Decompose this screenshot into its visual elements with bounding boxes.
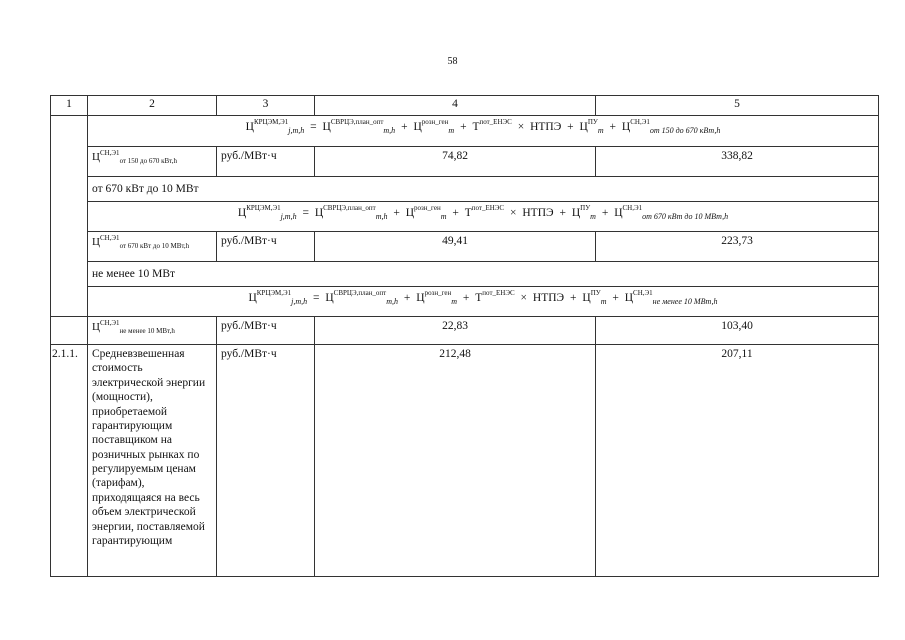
- value-col4-row1: 74,82: [315, 147, 596, 177]
- value-col4-row3: 22,83: [315, 317, 596, 345]
- empty-number-cell: [51, 116, 88, 317]
- item-description: Средневзвешенная стоимость электрической энергии (мощности), приобретаемой гарантирующим поставщиком на розничных рынках по регулируемым ценам (тарифам), приходящаяся на весь объем электрической энергии, поставляемой гарантирующим: [88, 345, 217, 577]
- item-unit: руб./МВт·ч: [217, 345, 315, 577]
- unit-cell-1: руб./МВт·ч: [217, 147, 315, 177]
- value-col5-row3: 103,40: [596, 317, 879, 345]
- symbol-cell-3: $Ц^{СН,Э1}_{не менее 10 МВт,h}$: [88, 317, 217, 345]
- tariff-table: [50, 95, 879, 577]
- symbol-cell-1: $Ц^{СН,Э1}_{от 150 до 670 кВт,h}$: [88, 147, 217, 177]
- formula-row-2: [51, 202, 879, 232]
- formula-row-1: [51, 116, 879, 147]
- range-label-row-3: [51, 262, 879, 287]
- header-col-1: 1: [51, 96, 88, 116]
- range-label-3: не менее 10 МВт: [88, 262, 879, 287]
- value-col5-row1: 338,82: [596, 147, 879, 177]
- formula-row-3: [51, 287, 879, 317]
- formula-1: $Ц^{КРЦЭМ,Э1}_{j,m,h} = Ц^{СВРЦЭ,план\_опт}_{m,h} + Ц^{розн\_ген}_m + Т^{пот\_ЕНЭС}$ × НТПЭ + $Ц^{ПУ}_m + Ц^{СН,Э1}_{от 150 до 670 кВт,h}$: [88, 116, 879, 147]
- header-col-5: 5: [596, 96, 879, 116]
- item-number: 2.1.1.: [51, 345, 88, 577]
- item-value-col5: 207,11: [596, 345, 879, 577]
- header-col-2: 2: [88, 96, 217, 116]
- item-value-col4: 212,48: [315, 345, 596, 577]
- page-number: 58: [447, 56, 458, 67]
- empty-number-cell-3: [51, 317, 88, 345]
- header-col-3: 3: [217, 96, 315, 116]
- formula-3: $Ц^{КРЦЭМ,Э1}_{j,m,h} = Ц^{СВРЦЭ,план\_опт}_{m,h} + Ц^{розн\_ген}_m + Т^{пот\_ЕНЭС}$ × НТПЭ + $Ц^{ПУ}_m + Ц^{СН,Э1}_{не менее 10 МВт,h}$: [88, 287, 879, 317]
- range-label-2: от 670 кВт до 10 МВт: [88, 177, 879, 202]
- formula-2: $Ц^{КРЦЭМ,Э1}_{j,m,h} = Ц^{СВРЦЭ,план\_опт}_{m,h} + Ц^{розн\_ген}_m + Т^{пот\_ЕНЭС}$ × НТПЭ + $Ц^{ПУ}_m + Ц^{СН,Э1}_{от 670 кВт до 10 МВт,h}$: [88, 202, 879, 232]
- symbol-cell-2: $Ц^{СН,Э1}_{от 670 кВт до 10 МВт,h}$: [88, 232, 217, 262]
- item-row-2-1-1: [51, 345, 879, 577]
- header-col-4: 4: [315, 96, 596, 116]
- unit-cell-3: руб./МВт·ч: [217, 317, 315, 345]
- table-header-row: [51, 96, 879, 116]
- value-col4-row2: 49,41: [315, 232, 596, 262]
- value-row-2: [51, 232, 879, 262]
- value-col5-row2: 223,73: [596, 232, 879, 262]
- value-row-1: [51, 147, 879, 177]
- unit-cell-2: руб./МВт·ч: [217, 232, 315, 262]
- range-label-row-2: [51, 177, 879, 202]
- value-row-3: [51, 317, 879, 345]
